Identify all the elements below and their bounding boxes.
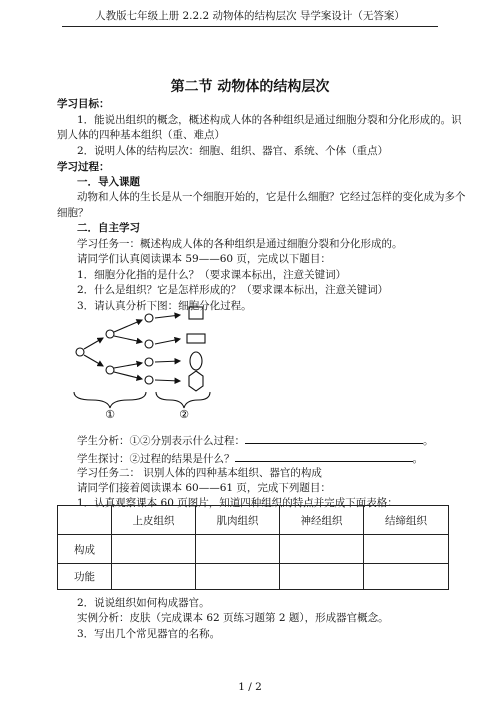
organ-list-question: 3．写出几个常见器官的名称。 xyxy=(77,628,221,640)
analysis-period: 。 xyxy=(423,435,434,447)
section-2-heading: 二．自主学习 xyxy=(77,222,140,234)
table-cell[interactable] xyxy=(280,535,364,564)
question-3: 3．请认真分析下图：细胞分化过程。 xyxy=(77,300,252,312)
table-header-cell: 肌肉组织 xyxy=(196,506,280,535)
answer-line-2[interactable] xyxy=(235,450,413,462)
diagram-label-2: ② xyxy=(179,408,189,421)
table-row xyxy=(58,535,449,564)
cell-differentiation-diagram xyxy=(60,305,230,425)
inquiry-question xyxy=(77,450,423,467)
table-header-cell: 上皮组织 xyxy=(112,506,196,535)
differentiated-cell-rectangle xyxy=(187,334,205,343)
task-1: 学习任务一：概述构成人体的各种组织是通过细胞分裂和分化形成的。 xyxy=(77,238,403,250)
analysis-question xyxy=(77,432,434,449)
analysis-text: 学生分析：①②分别表示什么过程： xyxy=(77,435,245,447)
goals-heading: 学习目标： xyxy=(57,98,110,110)
cell-level-2-d xyxy=(145,376,153,384)
table-header-cell: 结缔组织 xyxy=(364,506,449,535)
cell-level-1-bottom xyxy=(106,366,114,374)
inquiry-text: 学生探讨：②过程的结果是什么？ xyxy=(77,453,235,465)
task-2: 学习任务二： 识别人体的四种基本组织、器官的构成 xyxy=(77,467,322,479)
inquiry-period: 。 xyxy=(412,453,423,465)
tissue-table xyxy=(57,505,449,590)
brace-2 xyxy=(156,392,210,408)
table-cell[interactable] xyxy=(112,564,196,590)
row-label-function: 功能 xyxy=(58,564,112,590)
task-2-reading: 请同学们接着阅读课本 60——61 页，完成下列题目： xyxy=(77,482,331,494)
question-1: 1．细胞分化指的是什么？（要求课本标出，注意关键词） xyxy=(77,269,347,281)
brace-1 xyxy=(74,392,146,408)
section-1-line-b: 细胞？ xyxy=(57,207,89,219)
goal-1-line-b: 别人体的四种基本组织（重、难点） xyxy=(57,129,225,141)
differentiated-cell-square xyxy=(189,307,203,319)
goal-1-line-a: 1．能说出组织的概念，概述构成人体的各种组织是通过细胞分裂和分化形成的。识 xyxy=(77,114,462,126)
answer-line-1[interactable] xyxy=(245,432,423,444)
example-analysis: 实例分析：皮肤（完成课本 62 页练习题第 2 题），形成器官概念。 xyxy=(77,612,389,624)
cell-level-2-b xyxy=(145,340,153,348)
cell-level-2-a xyxy=(145,314,153,322)
row-label-composition: 构成 xyxy=(58,535,112,564)
table-cell[interactable] xyxy=(364,535,449,564)
table-header-row xyxy=(58,506,449,535)
organ-question: 2．说说组织如何构成器官。 xyxy=(77,597,210,609)
table-header-cell xyxy=(58,506,112,535)
table-cell[interactable] xyxy=(196,535,280,564)
page-header: 人教版七年级上册 2.2.2 动物体的结构层次 导学案设计（无答案） xyxy=(62,6,438,27)
cell-level-2-c xyxy=(145,358,153,366)
table-cell[interactable] xyxy=(196,564,280,590)
section-1-line-a: 动物和人体的生长是从一个细胞开始的，它是什么细胞？它经过怎样的变化成为多个 xyxy=(77,191,466,203)
process-heading: 学习过程： xyxy=(57,161,110,173)
goal-2: 2．说明人体的结构层次：细胞、组织、器官、系统、个体（重点） xyxy=(77,145,389,157)
section-1-heading: 一．导入课题 xyxy=(77,176,140,188)
diagram-label-1: ① xyxy=(105,408,115,421)
table-header-cell: 神经组织 xyxy=(280,506,364,535)
table-instruction: 1．认真观察课本 60 页图片，知道四种组织的特点并完成下面表格： xyxy=(77,497,398,509)
table-row xyxy=(58,564,449,590)
differentiated-cell-hexagon xyxy=(189,371,203,391)
table-cell[interactable] xyxy=(364,564,449,590)
task-1-reading: 请同学们认真阅读课本 59——60 页，完成以下题目： xyxy=(77,253,331,265)
question-2: 2．什么是组织？它是怎样形成的？（要求课本标出，注意关键词） xyxy=(77,284,389,296)
table-cell[interactable] xyxy=(112,535,196,564)
table-cell[interactable] xyxy=(280,564,364,590)
page-title: 第二节 动物体的结构层次 xyxy=(170,79,330,95)
origin-cell xyxy=(76,348,84,356)
page-number: 1 / 2 xyxy=(238,681,262,693)
cell-level-1-top xyxy=(106,330,114,338)
differentiated-cell-oval xyxy=(190,352,202,370)
